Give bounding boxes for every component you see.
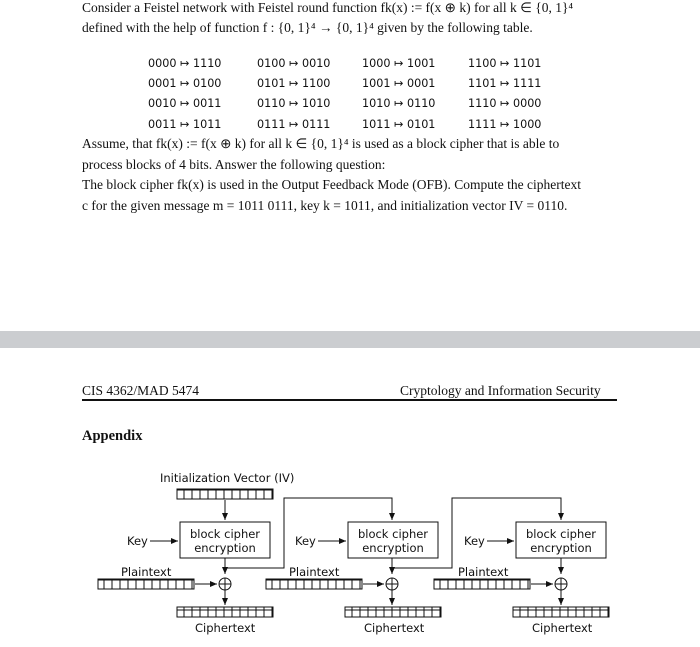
plaintext-label: Plaintext	[121, 565, 172, 579]
table-cell: 1101 ↦ 1111	[468, 77, 542, 90]
table-cell: 1011 ↦ 0101	[362, 118, 436, 131]
block-cipher-label: block cipher	[525, 527, 597, 541]
table-cell: 0011 ↦ 1011	[148, 118, 222, 131]
table-cell: 0001 ↦ 0100	[148, 77, 222, 90]
table-cell: 1100 ↦ 1101	[468, 57, 542, 70]
problem-line-1: Consider a Feistel network with Feistel round function fk(x) := f(x ⊕ k) for all k ∈ {0, 1}⁴	[82, 0, 574, 15]
table-cell: 1001 ↦ 0001	[362, 77, 436, 90]
ciphertext-label: Ciphertext	[364, 621, 425, 635]
table-cell: 1111 ↦ 1000	[468, 118, 542, 131]
plaintext-label: Plaintext	[458, 565, 509, 579]
table-cell: 1000 ↦ 1001	[362, 57, 436, 70]
iv-register	[177, 489, 273, 499]
table-cell: 0100 ↦ 0010	[257, 57, 331, 70]
appendix-heading: Appendix	[82, 428, 143, 444]
problem-line-2: defined with the help of function f : {0, 1}⁴ → {0, 1}⁴ given by the following table.	[82, 20, 533, 35]
plaintext-label: Plaintext	[289, 565, 340, 579]
table-cell: 0000 ↦ 1110	[148, 57, 222, 70]
plaintext-register	[434, 579, 530, 589]
block-cipher-label: encryption	[530, 541, 592, 555]
table-cell: 0010 ↦ 0011	[148, 97, 222, 110]
ciphertext-label: Ciphertext	[532, 621, 593, 635]
plaintext-register	[98, 579, 194, 589]
problem-line-3: Assume, that fk(x) := f(x ⊕ k) for all k ∈ {0, 1}⁴ is used as a block cipher that is able to	[82, 136, 560, 151]
course-code: CIS 4362/MAD 5474	[82, 383, 200, 398]
ciphertext-register	[345, 607, 441, 617]
key-label: Key	[464, 534, 485, 548]
block-cipher-label: block cipher	[357, 527, 429, 541]
table-cell: 1010 ↦ 0110	[362, 97, 436, 110]
course-subject: Cryptology and Information Security	[400, 383, 601, 398]
block-cipher-label: encryption	[194, 541, 256, 555]
table-cell: 0110 ↦ 1010	[257, 97, 331, 110]
problem-line-5: The block cipher fk(x) is used in the Output Feedback Mode (OFB). Compute the ciphertext	[82, 177, 582, 192]
key-label: Key	[127, 534, 148, 548]
ciphertext-label: Ciphertext	[195, 621, 256, 635]
block-cipher-label: block cipher	[189, 527, 261, 541]
table-cell: 1110 ↦ 0000	[468, 97, 542, 110]
iv-label: Initialization Vector (IV)	[160, 471, 295, 485]
key-label: Key	[295, 534, 316, 548]
problem-line-4: process blocks of 4 bits. Answer the following question:	[82, 157, 386, 172]
block-cipher-label: encryption	[362, 541, 424, 555]
table-cell: 0111 ↦ 0111	[257, 118, 331, 131]
table-cell: 0101 ↦ 1100	[257, 77, 331, 90]
plaintext-register	[266, 579, 362, 589]
ciphertext-register	[513, 607, 609, 617]
problem-line-6: c for the given message m = 1011 0111, key k = 1011, and initialization vector IV = 0110.	[82, 198, 568, 213]
ciphertext-register	[177, 607, 273, 617]
